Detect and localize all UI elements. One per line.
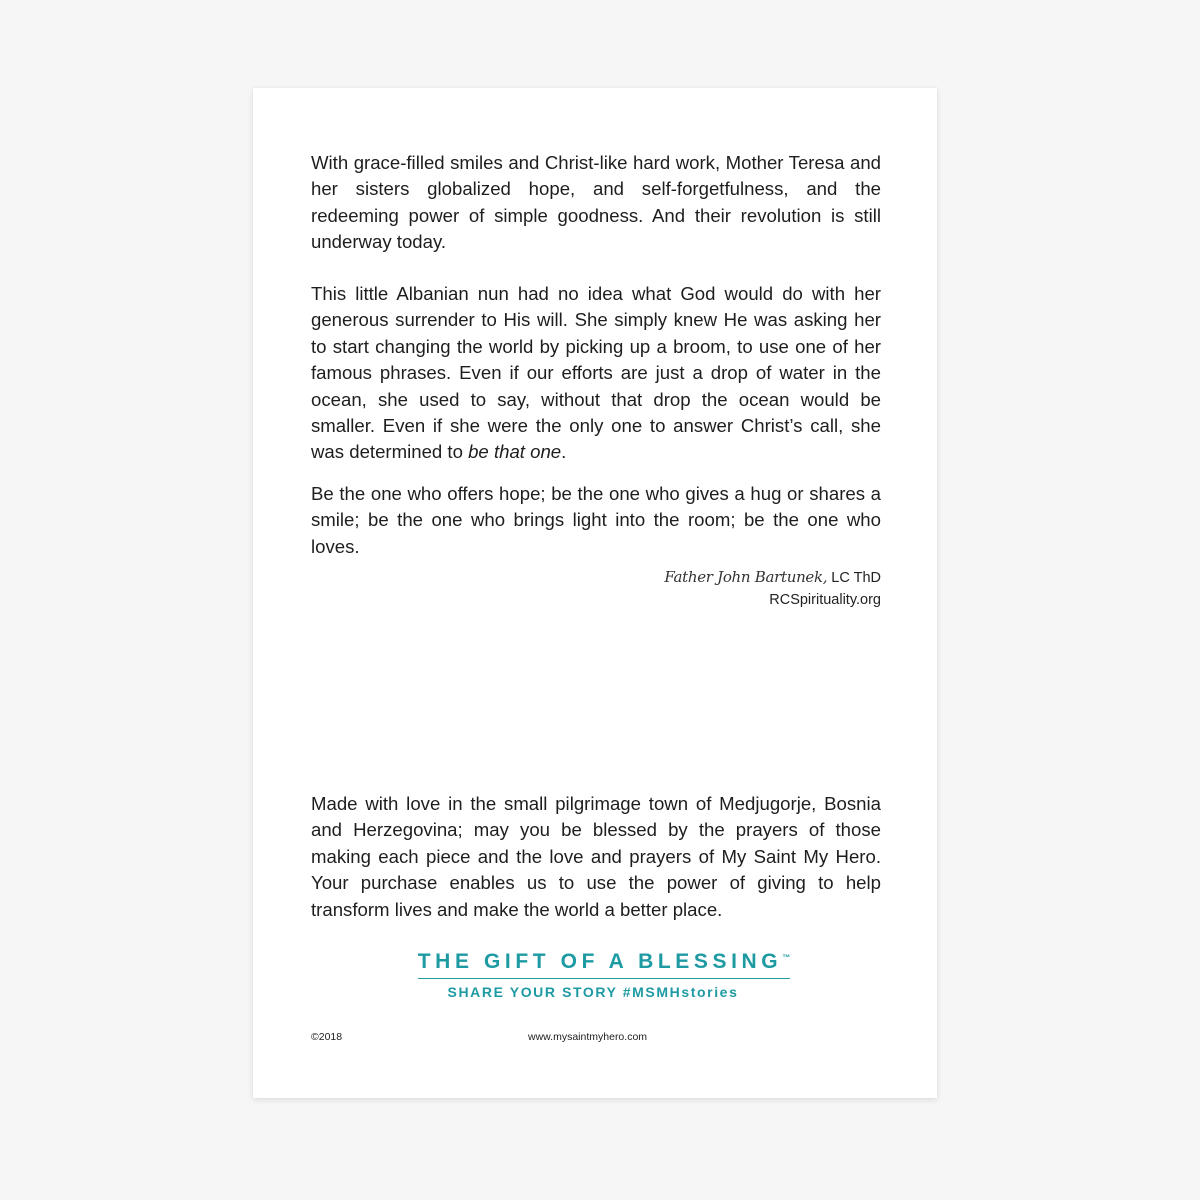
paragraph-story	[311, 281, 881, 466]
signature-website: RCSpirituality.org	[769, 592, 881, 608]
copyright-text: ©2018	[311, 1031, 343, 1043]
trademark-symbol: ™	[782, 953, 791, 962]
brand-tagline: SHARE YOUR STORY #MSMHstories	[447, 984, 739, 1000]
signature-block	[664, 566, 881, 611]
prayer-card-back	[253, 88, 937, 1098]
paragraph-story-emphasis: be that one	[468, 441, 562, 463]
paragraph-intro: With grace-filled smiles and Christ-like hard work, Mother Teresa and her sisters globalized hope, and self-forgetfulness, and the redeeming power of simple goodness. And their revolution is still underway today.	[311, 152, 881, 253]
brand-block	[253, 950, 937, 1000]
paragraph-exhortation: Be the one who offers hope; be the one who gives a hug or shares a smile; be the one who brings light into the room; be the one who loves.	[311, 483, 881, 557]
paragraph-story-text: This little Albanian nun had no idea what God would do with her generous surrender to His will. She simply knew He was asking her to start changing the world by picking up a broom, to use one of her famous phrases. Even if our efforts are just a drop of water in the ocean, she used to say, without that drop the ocean would be smaller. Even if she were the only one to answer Christ’s call, she was determined to	[311, 283, 881, 463]
signature-line	[664, 566, 881, 589]
paragraph-story-end: .	[561, 441, 567, 463]
signature-name: Father John Bartunek,	[664, 568, 828, 586]
signature-title: LC ThD	[827, 570, 881, 586]
brand-title	[418, 950, 790, 979]
paragraph-made-with-love: Made with love in the small pilgrimage town of Medjugorje, Bosnia and Herzegovina; may you be blessed by the prayers of those making each piece and the love and prayers of My Saint My Hero. Your purchase enables us to use the power of giving to help transform lives and make the world a better place.	[311, 793, 881, 920]
brand-title-text: THE GIFT OF A BLESSING	[417, 950, 783, 973]
website-link[interactable]: www.mysaintmyhero.com	[528, 1031, 648, 1043]
